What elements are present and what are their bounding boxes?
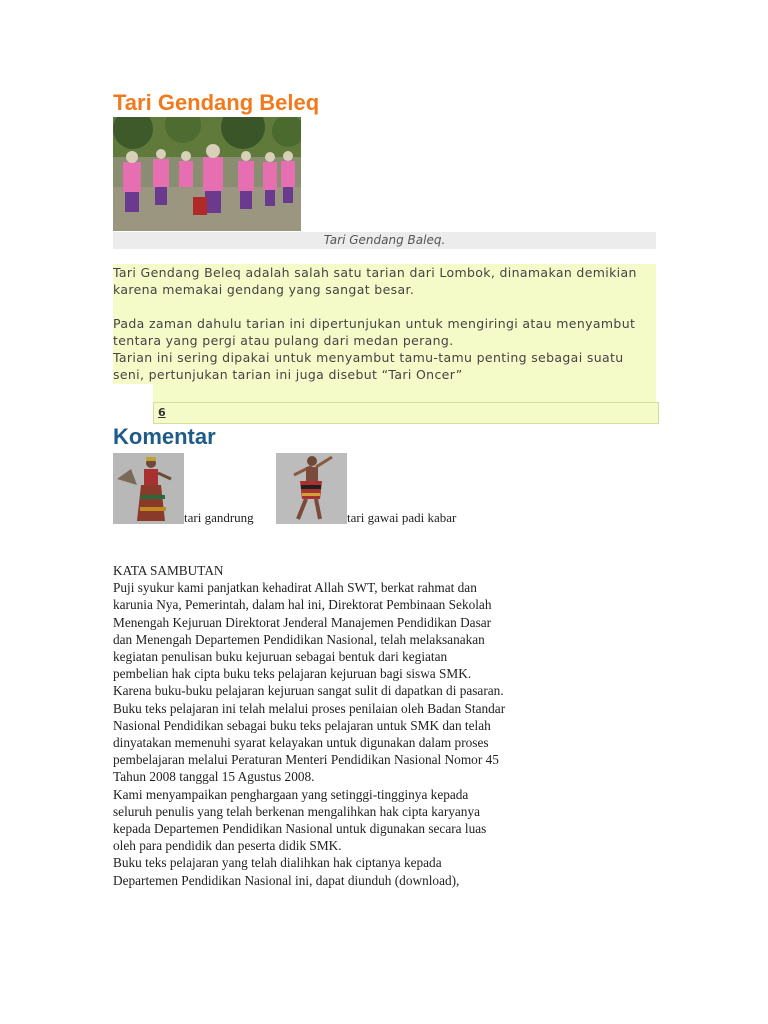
description-paragraph: Tarian ini sering dipakai untuk menyambut tamu-tamu penting sebagai suatu seni, pertunjukan tarian ini juga disebut “Tari Oncer”	[113, 350, 624, 382]
sambutan-line: dinyatakan memenuhi syarat kelayakan untuk digunakan dalam proses	[113, 735, 489, 751]
sambutan-line: Menengah Kejuruan Direktorat Jenderal Manajemen Pendidikan Dasar	[113, 614, 492, 630]
dance-photo-image	[113, 117, 301, 231]
sambutan-line: Kami menyampaikan penghargaan yang setinggi-tingginya kepada	[113, 786, 469, 802]
sambutan-line: dan Menengah Departemen Pendidikan Nasional, telah melaksanakan	[113, 631, 485, 647]
sambutan-line: kepada Departemen Pendidikan Nasional untuk digunakan secara luas	[113, 821, 487, 837]
sambutan-line: pembelajaran melalui Peraturan Menteri Pendidikan Nasional Nomor 45	[113, 752, 499, 768]
sambutan-line: pembelian hak cipta buku teks pelajaran kejuruan bagi siswa SMK.	[113, 666, 472, 682]
kata-sambutan-text	[113, 562, 573, 889]
description-paragraph: Pada zaman dahulu tarian ini dipertunjukan untuk mengiringi atau menyambut tentara yang pergi atau pulang dari medan perang.	[113, 316, 636, 348]
sambutan-line: Tahun 2008 tanggal 15 Agustus 2008.	[113, 769, 315, 785]
gawai-dancer-image	[276, 453, 347, 524]
sambutan-heading: KATA SAMBUTAN	[113, 563, 224, 578]
photo-caption: Tari Gendang Baleq.	[113, 232, 656, 249]
description-paragraph: Tari Gendang Beleq adalah salah satu tarian dari Lombok, dinamakan demikian karena memakai gendang yang sangat besar.	[113, 265, 637, 297]
sambutan-line: Karena buku-buku pelajaran kejuruan sangat sulit di dapatkan di pasaran.	[113, 683, 504, 699]
sambutan-line: Buku teks pelajaran ini telah melalui proses penilaian oleh Badan Standar	[113, 700, 506, 716]
sambutan-line: oleh para pendidik dan peserta didik SMK.	[113, 838, 342, 854]
thumbnail-caption: tari gandrung	[184, 510, 254, 525]
dance-photo	[113, 117, 301, 231]
page-number-link[interactable]: 6	[158, 406, 166, 419]
sambutan-line: Nasional Pendidikan sebagai buku teks pelajaran untuk SMK dan telah	[113, 717, 491, 733]
article-description	[113, 264, 656, 384]
gandrung-dancer-image	[113, 453, 184, 524]
sambutan-line: Departemen Pendidikan Nasional ini, dapat diunduh (download),	[113, 872, 460, 888]
sambutan-line: Puji syukur kami panjatkan kehadirat Allah SWT, berkat rahmat dan	[113, 580, 477, 596]
page-link-box	[153, 402, 659, 424]
article-title: Tari Gendang Beleq	[113, 90, 320, 115]
gandrung-dancer-thumbnail	[113, 453, 184, 524]
thumbnail-caption: tari gawai padi kabar	[347, 510, 457, 525]
sambutan-line: karunia Nya, Pemerintah, dalam hal ini, Direktorat Pembinaan Sekolah	[113, 597, 492, 613]
sambutan-line: seluruh penulis yang telah berkenan mengalihkan hak cipta karyanya	[113, 803, 481, 819]
gawai-dancer-thumbnail	[276, 453, 347, 524]
comments-heading: Komentar	[113, 424, 216, 449]
sambutan-line: Buku teks pelajaran yang telah dialihkan hak ciptanya kepada	[113, 855, 442, 871]
description-box-extension	[153, 384, 656, 402]
sambutan-line: kegiatan penulisan buku kejuruan sebagai bentuk dari kegiatan	[113, 649, 448, 665]
